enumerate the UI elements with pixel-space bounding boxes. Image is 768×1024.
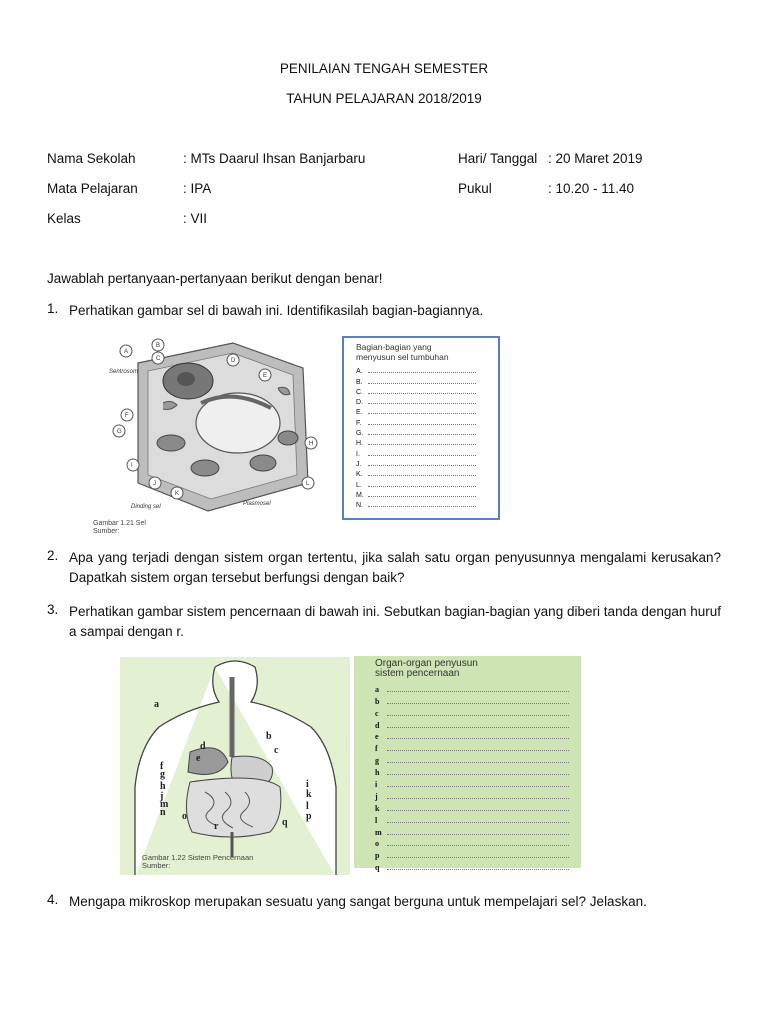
digestive-answer-line[interactable] xyxy=(387,810,569,811)
svg-text:G: G xyxy=(117,429,122,435)
question-4-number: 4. xyxy=(47,892,59,907)
svg-text:o: o xyxy=(182,811,187,822)
figure-1-caption: Gambar 1.21 Sel Sumber: xyxy=(93,520,146,535)
digestive-answer-row xyxy=(375,730,569,742)
digestive-answer-line[interactable] xyxy=(387,750,569,751)
digestive-answer-line[interactable] xyxy=(387,834,569,835)
cell-answer-row xyxy=(356,437,476,447)
cell-answer-row xyxy=(356,396,476,406)
cell-answer-row xyxy=(356,478,476,488)
svg-text:A: A xyxy=(124,349,129,355)
cell-answer-letter: M. xyxy=(356,491,364,499)
svg-text:C: C xyxy=(156,356,161,362)
cell-answer-letter: I. xyxy=(356,450,360,458)
academic-year: TAHUN PELAJARAN 2018/2019 xyxy=(286,91,482,106)
school-label: Nama Sekolah xyxy=(47,151,136,166)
cell-answer-line[interactable] xyxy=(368,434,476,435)
question-1-text: Perhatikan gambar sel di bawah ini. Identifikasilah bagian-bagiannya. xyxy=(69,303,484,318)
svg-text:q: q xyxy=(282,817,288,828)
digestive-answer-row xyxy=(375,801,569,813)
digestive-answer-letter: a xyxy=(375,684,379,694)
digestive-answer-line[interactable] xyxy=(387,822,569,823)
digestive-answer-row xyxy=(375,765,569,777)
svg-text:i: i xyxy=(306,779,309,790)
digestive-answer-letter: q xyxy=(375,863,380,873)
svg-text:l: l xyxy=(306,801,309,812)
digestive-answer-row xyxy=(375,718,569,730)
cell-answer-line[interactable] xyxy=(368,506,476,507)
digestive-answer-line[interactable] xyxy=(387,703,569,704)
digestive-answer-letter: p xyxy=(375,851,380,861)
day-label: Hari/ Tanggal xyxy=(458,151,538,166)
cell-answer-line[interactable] xyxy=(368,465,476,466)
svg-text:n: n xyxy=(160,807,166,818)
cell-answer-line[interactable] xyxy=(368,403,476,404)
cell-answer-row xyxy=(356,489,476,499)
question-1-number: 1. xyxy=(47,301,59,316)
cell-answer-row xyxy=(356,375,476,385)
svg-text:E: E xyxy=(263,373,268,379)
svg-text:J: J xyxy=(153,481,156,487)
digestive-answer-row xyxy=(375,777,569,789)
digestive-answer-letter: b xyxy=(375,696,380,706)
question-3-number: 3. xyxy=(47,602,59,617)
day-value: : 20 Maret 2019 xyxy=(548,151,643,166)
cell-answer-line[interactable] xyxy=(368,424,476,425)
digestive-answer-title: Organ-organ penyusun sistem pencernaan xyxy=(375,658,478,679)
cell-answer-box xyxy=(342,336,500,520)
svg-text:K: K xyxy=(175,491,180,497)
cell-answer-letter: D. xyxy=(356,399,363,407)
digestive-answer-row xyxy=(375,848,569,860)
svg-text:f: f xyxy=(160,761,164,772)
cell-answer-letter: B. xyxy=(356,378,363,386)
digestive-answer-list xyxy=(375,682,569,872)
digestive-answer-row xyxy=(375,753,569,765)
digestive-answer-line[interactable] xyxy=(387,857,569,858)
question-3-text: Perhatikan gambar sistem pencernaan di bawah ini. Sebutkan bagian-bagian yang diberi tanda dengan huruf a sampai dengan r. xyxy=(69,604,721,639)
subject-value: : IPA xyxy=(183,181,212,196)
svg-text:k: k xyxy=(306,789,312,800)
digestive-answer-letter: m xyxy=(375,827,382,837)
digestive-answer-row xyxy=(375,813,569,825)
digestive-answer-line[interactable] xyxy=(387,774,569,775)
digestive-answer-panel xyxy=(354,656,581,873)
svg-text:D: D xyxy=(231,358,236,364)
page-title: PENILAIAN TENGAH SEMESTER xyxy=(279,61,489,76)
svg-text:I: I xyxy=(131,463,133,469)
cell-answer-letter: G. xyxy=(356,430,364,438)
school-value: : MTs Daarul Ihsan Banjarbaru xyxy=(183,151,366,166)
cell-answer-row xyxy=(356,406,476,416)
svg-text:B: B xyxy=(156,343,161,349)
digestive-answer-letter: j xyxy=(375,791,378,801)
cell-answer-letter: H. xyxy=(356,440,363,448)
svg-text:m: m xyxy=(160,799,169,810)
cell-answer-letter: L. xyxy=(356,481,362,489)
digestive-answer-line[interactable] xyxy=(387,845,569,846)
digestive-answer-row xyxy=(375,694,569,706)
cell-answer-row xyxy=(356,386,476,396)
digestive-system-figure xyxy=(120,657,350,875)
figure-2-caption: Gambar 1.22 Sistem Pencernaan Sumber: xyxy=(142,853,254,870)
digestive-answer-row xyxy=(375,706,569,718)
svg-text:e: e xyxy=(196,753,201,764)
cell-answer-list xyxy=(356,365,476,509)
svg-text:H: H xyxy=(309,441,314,447)
time-value: : 10.20 - 11.40 xyxy=(548,181,635,196)
time-label: Pukul xyxy=(458,181,492,196)
digestive-answer-row xyxy=(375,825,569,837)
digestive-answer-letter: d xyxy=(375,720,380,730)
question-2-text: Apa yang terjadi dengan sistem organ tertentu, jika salah satu organ penyusunnya mengalami kerusakan? Dapatkah sistem organ tersebut berfungsi dengan baik? xyxy=(69,550,721,585)
cell-answer-letter: A. xyxy=(356,368,363,376)
digestive-answer-letter: f xyxy=(375,744,378,754)
digestive-answer-line[interactable] xyxy=(387,869,569,870)
cell-answer-letter: J. xyxy=(356,460,362,468)
cell-answer-line[interactable] xyxy=(368,372,476,373)
digestive-answer-letter: h xyxy=(375,768,380,778)
digestive-answer-row xyxy=(375,837,569,849)
cell-answer-line[interactable] xyxy=(368,486,476,487)
class-value: : VII xyxy=(183,211,208,226)
digestive-answer-line[interactable] xyxy=(387,727,569,728)
cell-answer-line[interactable] xyxy=(368,413,476,414)
digestive-answer-line[interactable] xyxy=(387,738,569,739)
cell-answer-row xyxy=(356,468,476,478)
question-4-text: Mengapa mikroskop merupakan sesuatu yang sangat berguna untuk mempelajari sel? Jelaskan. xyxy=(69,894,647,909)
digestive-answer-letter: i xyxy=(375,780,378,790)
svg-text:Plasmosel: Plasmosel xyxy=(243,501,271,507)
svg-text:d: d xyxy=(200,741,206,752)
cell-answer-line[interactable] xyxy=(368,496,476,497)
digestive-answer-line[interactable] xyxy=(387,715,569,716)
svg-text:g: g xyxy=(160,769,165,780)
svg-text:h: h xyxy=(160,781,166,792)
cell-answer-line[interactable] xyxy=(368,393,476,394)
plant-cell-illustration xyxy=(93,333,333,523)
digestive-answer-row xyxy=(375,860,569,872)
subject-label: Mata Pelajaran xyxy=(47,181,138,196)
svg-text:Dinding sel: Dinding sel xyxy=(131,504,161,510)
digestive-answer-letter: l xyxy=(375,815,378,825)
cell-answer-row xyxy=(356,458,476,468)
cell-answer-letter: F. xyxy=(356,419,362,427)
digestive-answer-line[interactable] xyxy=(387,786,569,787)
cell-answer-letter: N. xyxy=(356,502,363,510)
svg-text:c: c xyxy=(274,745,279,756)
digestive-answer-letter: g xyxy=(375,756,379,766)
digestive-answer-line[interactable] xyxy=(387,691,569,692)
cell-answer-row xyxy=(356,416,476,426)
cell-answer-row xyxy=(356,499,476,509)
svg-text:Sentrosom: Sentrosom xyxy=(109,369,139,375)
svg-text:F: F xyxy=(125,413,129,419)
digestive-answer-letter: c xyxy=(375,708,379,718)
cell-answer-line[interactable] xyxy=(368,444,476,445)
cell-answer-row xyxy=(356,427,476,437)
svg-text:a: a xyxy=(154,699,159,710)
cell-answer-row xyxy=(356,447,476,457)
digestive-answer-row xyxy=(375,741,569,753)
svg-text:j: j xyxy=(160,791,164,802)
digestive-system-illustration xyxy=(120,657,350,875)
class-label: Kelas xyxy=(47,211,81,226)
digestive-answer-line[interactable] xyxy=(387,762,569,763)
digestive-answer-letter: e xyxy=(375,732,379,742)
cell-answer-row xyxy=(356,365,476,375)
cell-answer-line[interactable] xyxy=(368,383,476,384)
svg-text:p: p xyxy=(306,811,312,822)
digestive-answer-row xyxy=(375,789,569,801)
cell-answer-line[interactable] xyxy=(368,455,476,456)
digestive-answer-line[interactable] xyxy=(387,798,569,799)
cell-answer-letter: K. xyxy=(356,471,363,479)
question-2-number: 2. xyxy=(47,548,59,563)
digestive-answer-row xyxy=(375,682,569,694)
svg-text:r: r xyxy=(214,821,219,832)
cell-answer-letter: E. xyxy=(356,409,363,417)
svg-text:b: b xyxy=(266,731,272,742)
cell-answer-letter: C. xyxy=(356,388,363,396)
digestive-answer-letter: o xyxy=(375,839,379,849)
instruction: Jawablah pertanyaan-pertanyaan berikut dengan benar! xyxy=(47,271,383,286)
cell-answer-line[interactable] xyxy=(368,475,476,476)
digestive-answer-letter: k xyxy=(375,803,380,813)
svg-text:L: L xyxy=(306,481,310,487)
cell-answer-title: Bagian-bagian yang menyusun sel tumbuhan xyxy=(356,342,449,362)
plant-cell-figure xyxy=(93,333,333,523)
